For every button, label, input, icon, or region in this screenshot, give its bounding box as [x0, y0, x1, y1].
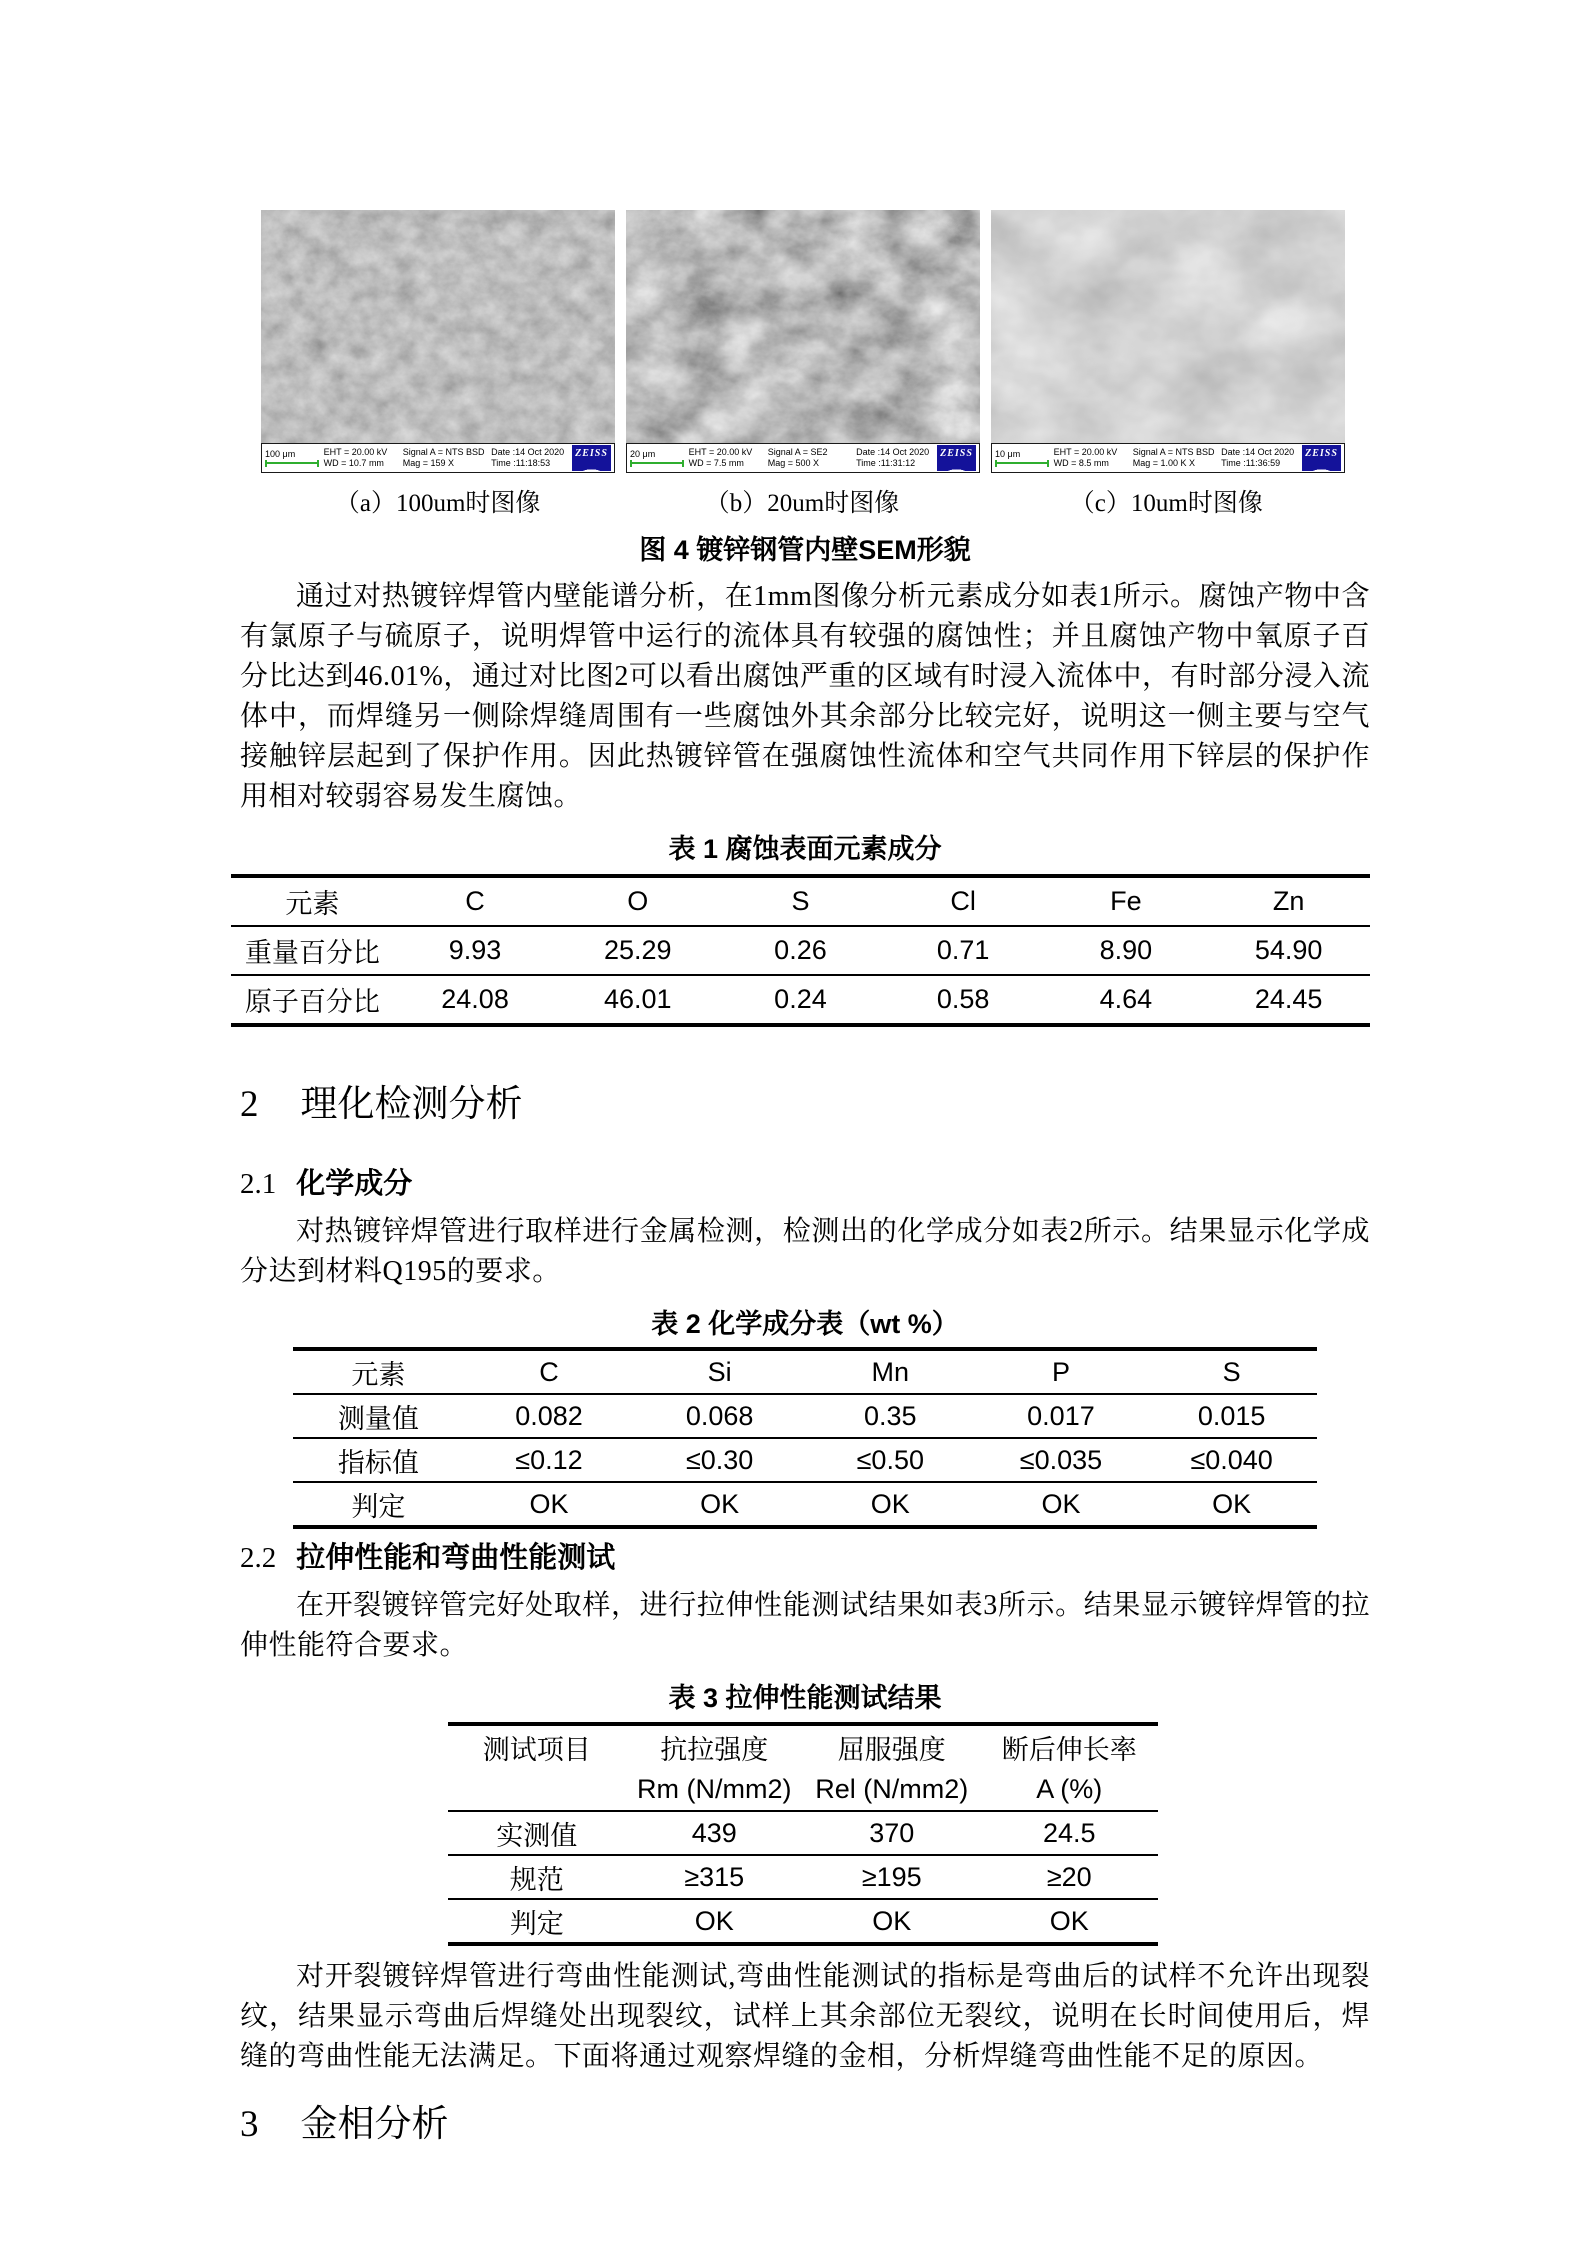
table-cell: 0.082: [464, 1394, 635, 1438]
scale-label: 20 μm: [630, 448, 656, 459]
table-header-cell: Rel (N/mm2): [803, 1768, 981, 1811]
table-cell: 24.45: [1254, 984, 1323, 1014]
table3-title: 表 3 拉伸性能测试结果: [668, 1683, 942, 1713]
sem-metadata-bar: [991, 443, 1345, 473]
table-cell: 0.35: [805, 1394, 976, 1438]
table-header-cell: 抗拉强度: [660, 1734, 769, 1765]
table-cell: 0.068: [634, 1394, 805, 1438]
table-header-cell: 屈服强度: [837, 1734, 946, 1765]
date-label: Date :14 Oct 2020: [856, 446, 930, 457]
table-cell: 判定: [509, 1908, 564, 1939]
table-cell: ≤0.12: [464, 1438, 635, 1482]
table-header-cell: C: [464, 1349, 635, 1394]
time-label: Time :11:31:12: [856, 458, 916, 468]
table-row: [293, 1438, 1317, 1482]
section-3-heading: [240, 2103, 1370, 2147]
table-cell: 规范: [448, 1855, 626, 1899]
table-row: [448, 1899, 1158, 1944]
section-number: 3: [240, 2104, 259, 2145]
paragraph-bend-test: 对开裂镀锌焊管进行弯曲性能测试,弯曲性能测试的指标是弯曲后的试样不允许出现裂纹，结果显示弯曲后焊缝处出现裂纹，试样上其余部位无裂纹，说明在长时间使用后，焊缝的弯曲性能无法满足。下面将通过观察焊缝的金相，分析焊缝弯曲性能不足的原因。: [240, 1961, 1370, 2072]
table-cell: ≥315: [626, 1855, 804, 1899]
table-cell: 0.71: [882, 926, 1045, 975]
table-cell: 判定: [351, 1491, 406, 1522]
table-header-cell: Zn: [1207, 876, 1370, 926]
table-row: [448, 1768, 1158, 1811]
table-cell: 9.93: [394, 926, 557, 975]
eht-label: EHT = 20.00 kV: [323, 446, 388, 457]
scale-bar-icon: [265, 460, 319, 467]
section-2-2-heading: [240, 1541, 1370, 1575]
paragraph-2-2: 在开裂镀锌管完好处取样，进行拉伸性能测试结果如表3所示。结果显示镀锌焊管的拉伸性能符合要求。: [240, 1590, 1370, 1661]
table-cell: OK: [1049, 1905, 1089, 1936]
table-row: [448, 1811, 1158, 1855]
table-row: [231, 926, 1370, 975]
paragraph-intro: 通过对热镀锌焊管内壁能谱分析，在1mm图像分析元素成分如表1所示。腐蚀产物中含有氯原子与硫原子，说明焊管中运行的流体具有较强的腐蚀性；并且腐蚀产物中氧原子百分比达到46.01%，通过对比图2可以看出腐蚀严重的区域有时浸入流体中，有时部分浸入流体中，而焊缝另一侧除焊缝周围有一些腐蚀外其余部分比较完好，说明这一侧主要与空气接触锌层起到了保护作用。因此热镀锌管在强腐蚀性流体和空气共同作用下锌层的保护作用相对较弱容易发生腐蚀。: [240, 581, 1370, 812]
section-2-heading: [240, 1083, 1370, 1127]
table-header-cell: Mn: [805, 1349, 976, 1394]
scale-bar-icon: [995, 460, 1049, 467]
table-cell: 8.90: [1045, 926, 1208, 975]
table-cell: 24.08: [441, 984, 509, 1014]
section-2-1-heading: [240, 1167, 1370, 1201]
eht-label: EHT = 20.00 kV: [688, 446, 753, 457]
figure-captions: [261, 489, 1343, 519]
table-row: [231, 975, 1370, 1025]
table-row: [231, 876, 1370, 926]
sem-image-c: [991, 210, 1345, 473]
table-cell: 指标值: [293, 1438, 464, 1482]
mag-label: Mag = 159 X: [402, 458, 455, 468]
sem-metadata-bar: [626, 443, 980, 473]
section-number: 2: [240, 1084, 259, 1125]
table-row: [293, 1394, 1317, 1438]
section-title: 理化检测分析: [300, 1084, 523, 1125]
table1-title: 表 1 腐蚀表面元素成分: [668, 834, 942, 864]
eht-label: EHT = 20.00 kV: [1053, 446, 1118, 457]
table-header-cell: C: [394, 876, 557, 926]
table-cell: ≤0.040: [1146, 1438, 1317, 1482]
wd-label: WD = 10.7 mm: [323, 458, 384, 468]
table-cell: 实测值: [448, 1811, 626, 1855]
section-title: 金相分析: [300, 2104, 449, 2145]
date-label: Date :14 Oct 2020: [1221, 446, 1295, 457]
table-cell: OK: [1212, 1488, 1252, 1519]
table-header-cell: Si: [634, 1349, 805, 1394]
section-number: 2.1: [240, 1168, 277, 1200]
table-cell: ≤0.30: [634, 1438, 805, 1482]
table-header-cell: 测试项目: [482, 1734, 591, 1765]
zeiss-logo: ZEISS: [937, 445, 976, 471]
table-cell: 0.58: [936, 984, 990, 1014]
figure-caption-a: （a）100um时图像: [334, 490, 541, 517]
section-number: 2.2: [240, 1542, 277, 1574]
table-cell: 439: [626, 1811, 804, 1855]
table-cell: 25.29: [556, 926, 719, 975]
mag-label: Mag = 500 X: [767, 458, 820, 468]
table-cell: 0.017: [976, 1394, 1147, 1438]
sem-photo-a: [261, 210, 615, 443]
table-cell: OK: [870, 1488, 910, 1519]
table-2: [293, 1347, 1317, 1529]
figure-caption-b: （b）20um时图像: [704, 490, 900, 517]
table-header-cell: S: [719, 876, 882, 926]
scale-label: 100 μm: [265, 448, 296, 459]
table-header-cell: [448, 1768, 626, 1811]
sem-photo-b: [626, 210, 980, 443]
date-label: Date :14 Oct 2020: [491, 446, 565, 457]
table-cell: ≥195: [803, 1855, 981, 1899]
signal-label: Signal A = NTS BSD: [402, 446, 485, 457]
table-cell: 0.26: [719, 926, 882, 975]
table-1: [231, 874, 1370, 1027]
wd-label: WD = 7.5 mm: [688, 458, 744, 468]
table-cell: 0.24: [774, 984, 827, 1014]
section-title: 化学成分: [296, 1168, 413, 1200]
paragraph-2-1: 对热镀锌焊管进行取样进行金属检测，检测出的化学成分如表2所示。结果显示化学成分达到材料Q195的要求。: [240, 1216, 1370, 1287]
scale-label: 10 μm: [995, 448, 1021, 459]
table-header-cell: P: [976, 1349, 1147, 1394]
table-cell: ≤0.50: [805, 1438, 976, 1482]
table-cell: 370: [803, 1811, 981, 1855]
sem-metadata-bar: [261, 443, 615, 473]
table-header-cell: A (%): [981, 1768, 1159, 1811]
section-title: 拉伸性能和弯曲性能测试: [296, 1542, 616, 1574]
table-cell: ≥20: [981, 1855, 1159, 1899]
table-cell: 重量百分比: [231, 926, 394, 975]
table-header-cell: 断后伸长率: [1001, 1734, 1137, 1765]
wd-label: WD = 8.5 mm: [1053, 458, 1109, 468]
table-row: [293, 1349, 1317, 1394]
zeiss-logo: ZEISS: [572, 445, 611, 471]
table-cell: 测量值: [293, 1394, 464, 1438]
table-header-cell: Cl: [882, 876, 1045, 926]
table-cell: ≤0.035: [976, 1438, 1147, 1482]
table-cell: 46.01: [603, 984, 672, 1014]
signal-label: Signal A = SE2: [767, 446, 828, 457]
table-cell: OK: [700, 1488, 740, 1519]
table-cell: OK: [529, 1488, 569, 1519]
mag-label: Mag = 1.00 K X: [1132, 458, 1196, 468]
figure-4-title: 图 4 镀锌钢管内壁SEM形貌: [639, 535, 971, 565]
table-cell: 54.90: [1207, 926, 1370, 975]
sem-photo-c: [991, 210, 1345, 443]
table-cell: 4.64: [1099, 984, 1153, 1014]
table-header-cell: Fe: [1045, 876, 1208, 926]
table-cell: OK: [694, 1905, 734, 1936]
table-row: [448, 1724, 1158, 1768]
table-row: [448, 1855, 1158, 1899]
table-header-cell: 元素: [231, 876, 394, 926]
table-cell: OK: [1041, 1488, 1081, 1519]
table-header-cell: 元素: [293, 1349, 464, 1394]
table-cell: 0.015: [1146, 1394, 1317, 1438]
table-cell: OK: [872, 1905, 912, 1936]
table-header-cell: O: [556, 876, 719, 926]
table-header-cell: S: [1146, 1349, 1317, 1394]
figure-4: [261, 210, 1343, 473]
figure-caption-c: （c）10um时图像: [1069, 490, 1263, 517]
table-row: [293, 1482, 1317, 1527]
sem-image-a: [261, 210, 615, 473]
table-3: [448, 1722, 1158, 1946]
table-cell: 24.5: [981, 1811, 1159, 1855]
time-label: Time :11:36:59: [1221, 458, 1281, 468]
signal-label: Signal A = NTS BSD: [1132, 446, 1215, 457]
time-label: Time :11:18:53: [491, 458, 551, 468]
sem-image-b: [626, 210, 980, 473]
scale-bar-icon: [630, 460, 684, 467]
zeiss-logo: ZEISS: [1302, 445, 1341, 471]
table-cell: 原子百分比: [244, 987, 380, 1017]
table-header-cell: Rm (N/mm2): [626, 1768, 804, 1811]
table2-title: 表 2 化学成分表（wt %）: [651, 1309, 959, 1339]
